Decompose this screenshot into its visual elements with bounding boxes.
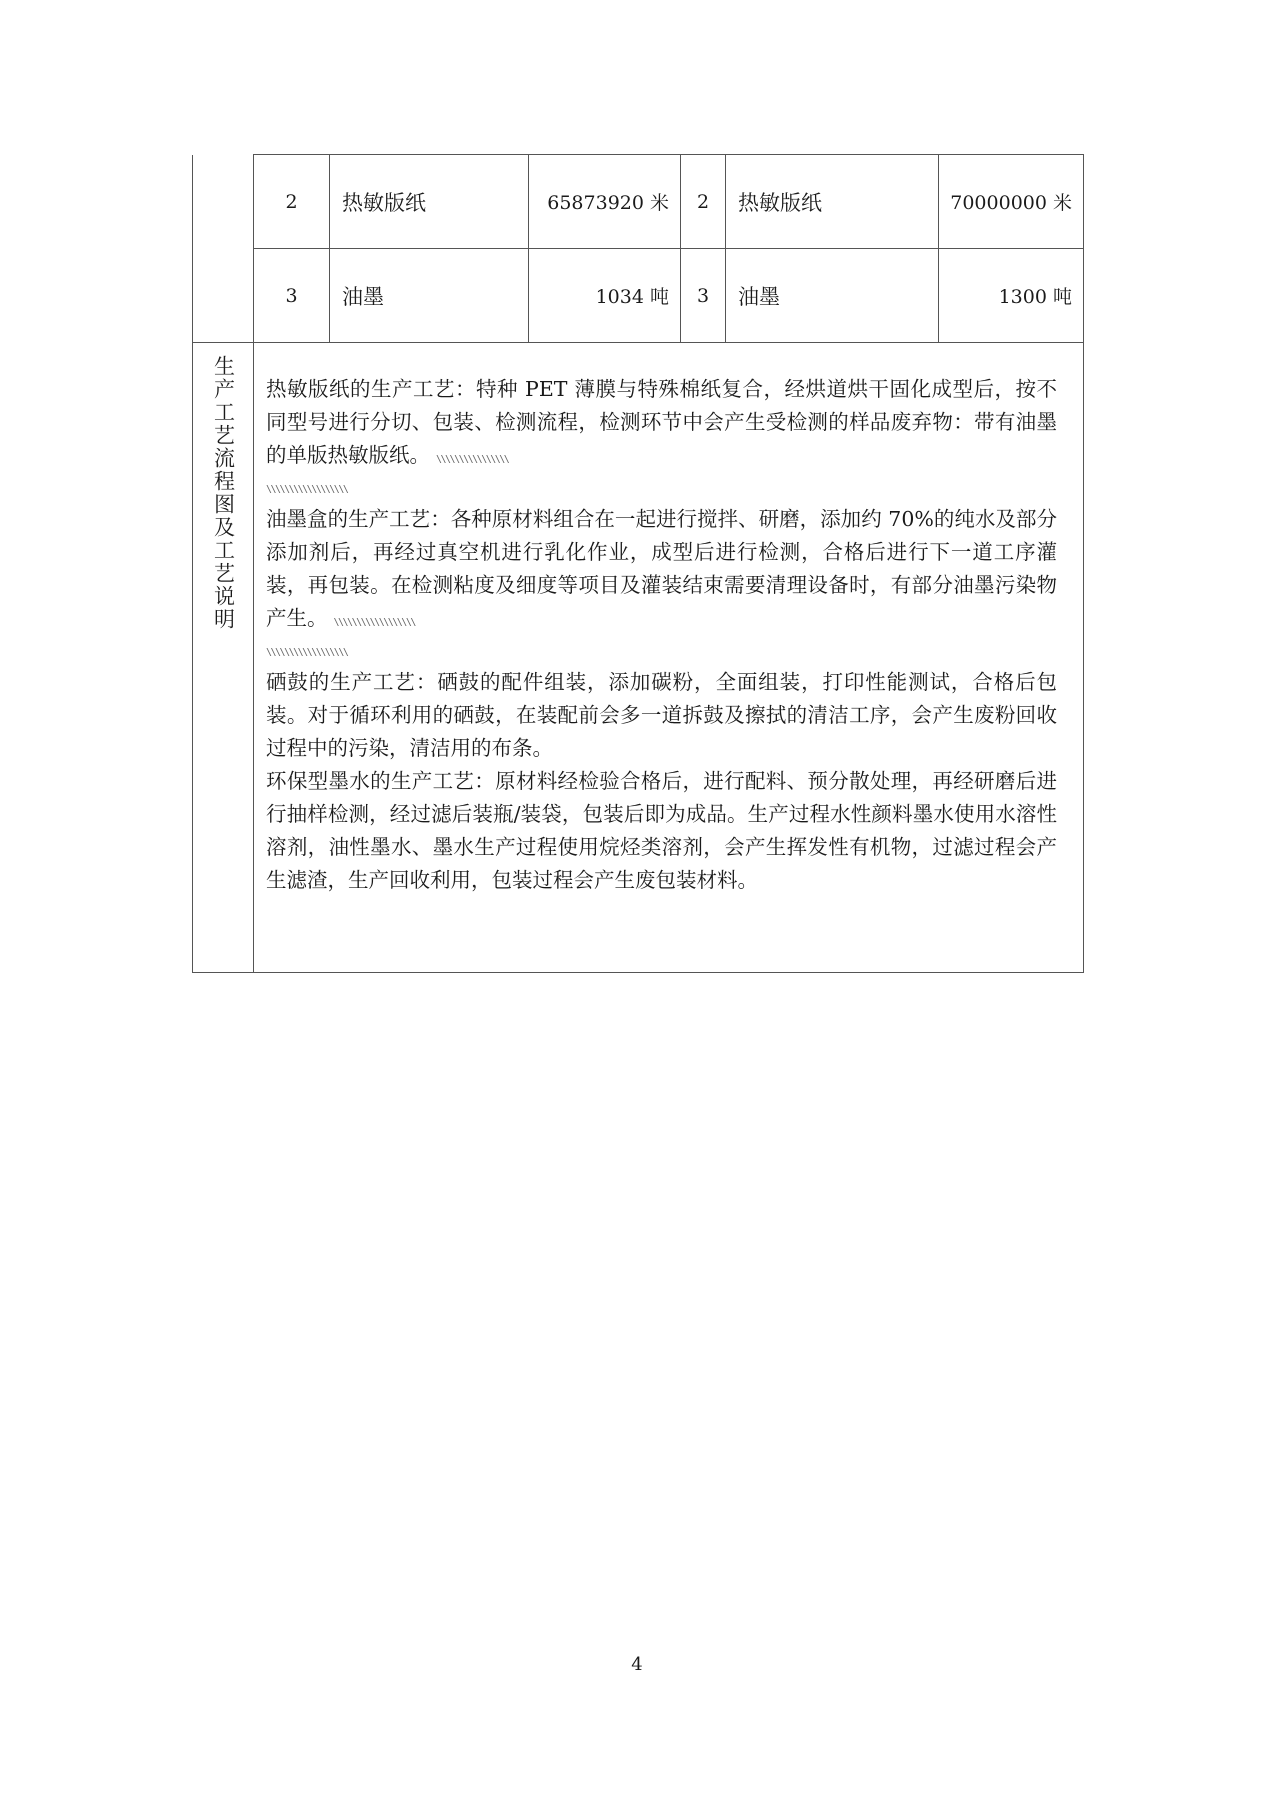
right-item-quantity: 70000000 米: [939, 155, 1084, 249]
page-number: 4: [631, 1654, 643, 1675]
right-item-number: 2: [681, 155, 726, 249]
process-paragraph-text: 硒鼓的生产工艺：硒鼓的配件组装，添加碳粉，全面组装，打印性能测试，合格后包装。对于循环利用的硒鼓，在装配前会多一道拆鼓及擦拭的清洁工序，会产生废粉回收过程中的污染，清洁用的布条。: [266, 670, 1057, 760]
right-item-name: 油墨: [726, 249, 939, 343]
right-item-number: 3: [681, 249, 726, 343]
left-item-name: 油墨: [330, 249, 529, 343]
process-paragraph: [266, 373, 1057, 476]
process-paragraph-text: 油墨盒的生产工艺：各种原材料组合在一起进行搅拌、研磨，添加约 70%的纯水及部分添加剂后，再经过真空机进行乳化作业，成型后进行检测，合格后进行下一道工序灌装，再包装。在检测粘度及细度等项目及灌装结束需要清理设备时，有部分油墨污染物产生。: [266, 507, 1057, 630]
process-paragraph: [266, 503, 1057, 639]
process-paragraph-text: 环保型墨水的生产工艺：原材料经检验合格后，进行配料、预分散处理，再经研磨后进行抽样检测，经过滤后装瓶/装袋，包装后即为成品。生产过程水性颜料墨水使用水溶性溶剂，油性墨水、墨水生产过程使用烷烃类溶剂，会产生挥发性有机物，过滤过程会产生滤渣，生产回收利用，包装过程会产生废包装材料。: [266, 769, 1057, 892]
process-paragraph-text: 热敏版纸的生产工艺：特种 PET 薄膜与特殊棉纸复合，经烘道烘干固化成型后，按不同型号进行分切、包装、检测流程，检测环节中会产生受检测的样品废弃物：带有油墨的单版热敏版纸。: [266, 377, 1057, 467]
side-label-cell: [193, 155, 254, 343]
table-row: [193, 343, 1084, 973]
left-item-name: 热敏版纸: [330, 155, 529, 249]
left-item-number: 3: [254, 249, 330, 343]
left-item-quantity: 1034 吨: [529, 249, 681, 343]
table-row: [193, 249, 1084, 343]
slash-marks: \\\\\\\\\\\\\\\\: [436, 454, 509, 465]
process-description-cell: [254, 343, 1084, 973]
process-paragraph: [266, 765, 1057, 897]
right-item-quantity: 1300 吨: [939, 249, 1084, 343]
slash-marks: \\\\\\\\\\\\\\\\\\: [333, 617, 415, 628]
table-row: [193, 155, 1084, 249]
process-paragraph: [266, 666, 1057, 765]
left-item-number: 2: [254, 155, 330, 249]
left-item-quantity: 65873920 米: [529, 155, 681, 249]
slash-marks-line: \\\\\\\\\\\\\\\\\\: [266, 484, 348, 495]
right-item-name: 热敏版纸: [726, 155, 939, 249]
materials-process-table: [192, 154, 1084, 973]
process-label: 生产工艺流程图及工艺说明: [211, 355, 236, 631]
slash-marks-line: \\\\\\\\\\\\\\\\\\: [266, 647, 348, 658]
process-label-cell: [193, 343, 254, 973]
